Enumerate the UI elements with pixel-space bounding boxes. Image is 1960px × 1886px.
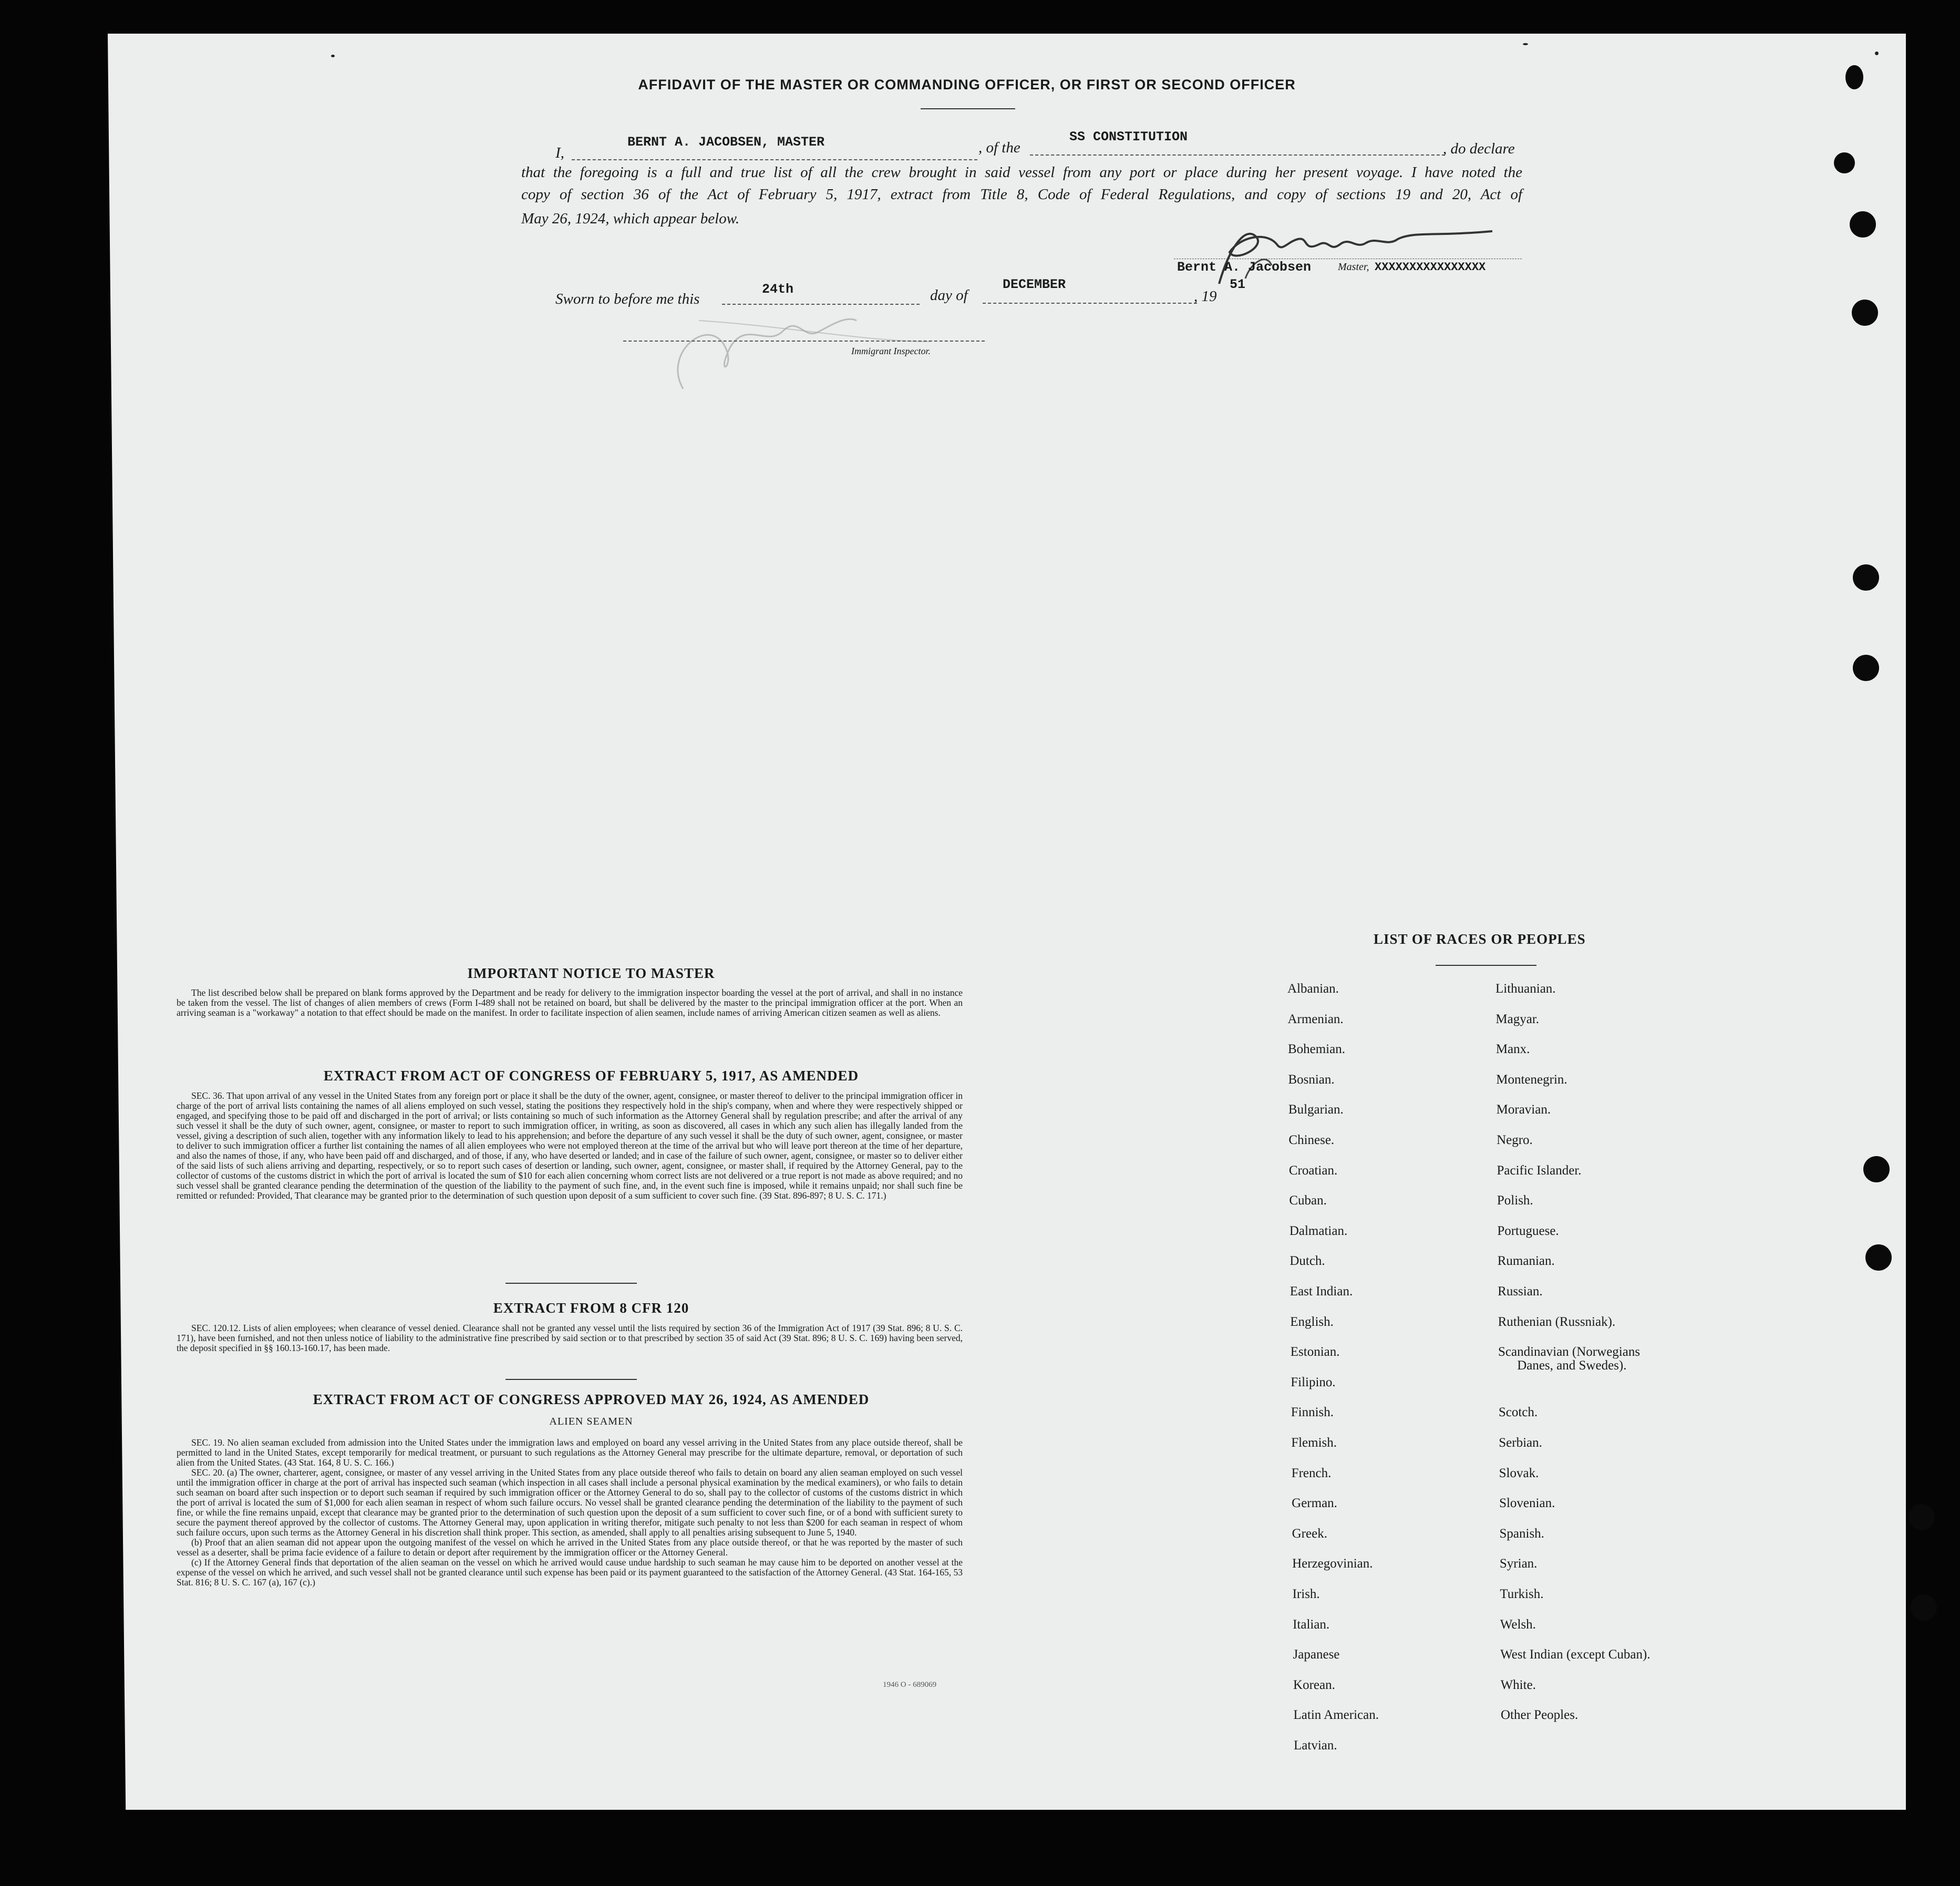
sec20b-paragraph: (b) Proof that an alien seaman did not appear upon the outgoing manifest of the vessel on which he arrived in the United States from any place outside thereof, or that he was reported by the master of such vessel as a deserter, shall be prima facie evidence of a failure to detain or deport after requirement by the immigration officer or the Attorney General.: [177, 1537, 963, 1558]
race-item: Italian.: [1293, 1617, 1330, 1632]
race-item: Turkish.: [1500, 1587, 1544, 1601]
affidavit-title: AFFIDAVIT OF THE MASTER OR COMMANDING OFFICER, OR FIRST OR SECOND OFFICER: [638, 77, 1296, 92]
affidavit-body-1: that the foregoing is a full and true list of all the crew brought in said vessel from any port or place during her present voyage. I have noted the: [521, 164, 1522, 181]
speck: [331, 55, 335, 57]
inspector-label: Immigrant Inspector.: [851, 346, 931, 356]
title-rule: [921, 108, 1015, 109]
affidavit-body-3: May 26, 1924, which appear below.: [521, 210, 740, 227]
extract-1924-title: EXTRACT FROM ACT OF CONGRESS APPROVED MAY 26, 1924, AS AMENDED: [313, 1392, 870, 1407]
race-item: Estonian.: [1290, 1345, 1340, 1359]
race-item: Spanish.: [1499, 1526, 1544, 1541]
section-rule: [506, 1379, 637, 1380]
sworn-day: 24th: [762, 282, 794, 297]
inspector-line: [623, 341, 985, 342]
do-declare-text: , do declare: [1443, 140, 1515, 157]
race-item: Croatian.: [1288, 1163, 1338, 1178]
race-item: Cuban.: [1289, 1193, 1327, 1208]
year-prefix: , 19: [1194, 288, 1217, 305]
race-item: Irish.: [1292, 1587, 1320, 1601]
race-item: Ruthenian (Russniak).: [1498, 1314, 1616, 1329]
race-item: Serbian.: [1499, 1436, 1542, 1450]
race-item: English.: [1290, 1314, 1334, 1329]
race-item: Chinese.: [1288, 1133, 1335, 1147]
of-the-text: , of the: [978, 139, 1020, 156]
punch-hole: [1834, 152, 1855, 173]
race-item: Armenian.: [1287, 1012, 1344, 1026]
race-item: Rumanian.: [1497, 1254, 1555, 1269]
extract-1917-title: EXTRACT FROM ACT OF CONGRESS OF FEBRUARY 5, 1917, AS AMENDED: [323, 1068, 859, 1084]
race-item: German.: [1292, 1496, 1337, 1511]
pronoun-i: I,: [555, 145, 564, 161]
alien-seamen-subtitle: ALIEN SEAMEN: [549, 1416, 633, 1427]
race-item: Manx.: [1495, 1042, 1530, 1057]
punch-hole: [1865, 1244, 1892, 1271]
notice-paragraph: The list described below shall be prepared on blank forms approved by the Department and be ready for delivery to the immigration inspector boarding the vessel at the port of arrival, and shall in no instance be taken from the vessel. The list of changes of alien members of crews (Form I-489 shall not be retained on board, but shall be delivered by the master to the principal immigration officer at the port. When an arriving seaman is a "workaway" a notation to that effect should be made on the manifest. In order to facilitate inspection of alien seamen, include names of arriving American citizen seamen as well as aliens.: [177, 987, 963, 1018]
section-rule: [506, 1283, 637, 1284]
punch-hole: [1853, 655, 1879, 681]
race-item: Welsh.: [1500, 1617, 1536, 1632]
race-item: Slovenian.: [1499, 1496, 1555, 1511]
race-item: Pacific Islander.: [1497, 1163, 1582, 1178]
race-item: Portuguese.: [1497, 1223, 1559, 1238]
race-item: Montenegrin.: [1496, 1072, 1567, 1087]
races-rule: [1436, 965, 1536, 966]
race-item: Dutch.: [1290, 1254, 1325, 1269]
race-item: French.: [1291, 1466, 1332, 1480]
races-title: LIST OF RACES OR PEOPLES: [1374, 931, 1586, 947]
signature-role: Master,: [1338, 261, 1369, 273]
race-item: Moravian.: [1496, 1102, 1551, 1117]
race-item: Negro.: [1497, 1133, 1533, 1147]
race-item: Danes, and Swedes).: [1517, 1358, 1627, 1373]
race-item: Polish.: [1497, 1193, 1533, 1208]
race-item: Dalmatian.: [1289, 1223, 1348, 1238]
extract-cfr-title: EXTRACT FROM 8 CFR 120: [493, 1300, 689, 1316]
punch-hole: [1852, 300, 1878, 326]
month-line: [983, 303, 1197, 304]
punch-hole: [1850, 211, 1876, 238]
sec36-paragraph: SEC. 36. That upon arrival of any vessel in the United States from any foreign port or place it shall be the duty of the owner, agent, consignee, or master thereof to deliver to the principal immigration officer in charge of the port of arrival lists containing the names of all aliens employed on such vessel, stating the positions they respectively hold in the ship's company, when and where they were respectively shipped or engaged, and specifying those to be paid off and discharged in the port of arrival; or lists containing so much of such information as the Attorney General shall by regulation prescribe; and after the arrival of any such vessel it shall be the duty of such owner, agent, consignee, or master to report to such immigration officer, in writing, as soon as discovered, all cases in which any such alien has illegally landed from the vessel, giving a description of such alien, together with any information likely to lead to his apprehension; and before the departure of any such vessel it shall be the duty of such owner, agent, consignee, or master to deliver to such immigration officer a further list containing the names of all alien employees who were not employed thereon at the time of the arrival but who will leave port thereon at the time of her departure, and also the names of those, if any, who have been paid off and discharged, and of those, if any, who have deserted or landed; and in case of the failure of such owner, agent, consignee, or master so to deliver either of the said lists of such aliens arriving and departing, respectively, or so to report such cases of desertion or landing, such owner, agent, consignee, or master shall, if required by the Attorney General, pay to the collector of customs of the customs district in which the port of arrival is located the sum of $10 for each alien concerning whom correct lists are not delivered or a true report is not made as above required; and no such vessel shall be granted clearance pending the determination of the question of the liability to the payment of such fine, and, in the event such fine is imposed, while it remains unpaid; nor shall such fine be remitted or refunded: Provided, That clearance may be granted prior to the determination of such question upon deposit of a sum sufficient to cover such fine. (39 Stat. 896-897; 8 U. S. C. 171.): [177, 1090, 963, 1201]
race-item: Bosnian.: [1288, 1072, 1335, 1087]
signature-name: Bernt A. Jacobsen: [1177, 260, 1312, 275]
sec20c-paragraph: (c) If the Attorney General finds that deportation of the alien seaman on the vessel on which he arrived would cause undue hardship to such seaman he may cause him to be deported on another vessel at the expense of the vessel on which he arrived, and such vessel shall not be granted clearance until such expense has been paid or its payment guaranteed to the satisfaction of the Attorney General. (43 Stat. 164-165, 53 Stat. 816; 8 U. S. C. 167 (a), 167 (c).): [177, 1557, 963, 1588]
race-item: Magyar.: [1495, 1012, 1540, 1026]
race-item: Korean.: [1293, 1677, 1335, 1692]
race-item: Scandinavian (Norwegians: [1498, 1345, 1641, 1359]
speck: [1875, 51, 1879, 55]
master-name: BERNT A. JACOBSEN, MASTER: [627, 135, 825, 150]
signature-struck: XXXXXXXXXXXXXXXX: [1375, 261, 1486, 274]
sworn-month: DECEMBER: [1003, 277, 1066, 292]
race-item: Scotch.: [1498, 1405, 1538, 1420]
race-item: Japanese: [1293, 1647, 1340, 1662]
race-item: Bohemian.: [1287, 1042, 1345, 1057]
race-item: Latvian.: [1294, 1738, 1337, 1753]
punch-hole: [1863, 1156, 1890, 1182]
year-suffix: 51: [1230, 277, 1246, 292]
sworn-prefix: Sworn to before me this: [555, 291, 700, 307]
notice-title: IMPORTANT NOTICE TO MASTER: [467, 965, 715, 981]
extract-1917-text: [177, 1091, 963, 1201]
inspector-signature: [646, 284, 941, 399]
sec20a-paragraph: SEC. 20. (a) The owner, charterer, agent, consignee, or master of any vessel arriving in the United States from any place outside thereof who fails to detain on board any alien seaman employed on such vessel until the immigration officer in charge at the port of arrival has inspected such seaman (which inspection in all cases shall include a personal physical examination by the medical examiners), or who fails to detain such seaman on board after such inspection or to deport such seaman if required by such immigration officer or the Attorney General to do so, shall pay to the collector of customs of the customs district in which the port of arrival is located the sum of $1,000 for each alien seaman in respect of whom such failure occurs. No vessel shall be granted clearance pending the determination of the liability to the payment of such fine, or while the fine remains unpaid, except that clearance may be granted prior to the determination of such question upon the deposit of a sum sufficient to cover such fine, or of a bond with sufficient surety to secure the payment thereof approved by the collector of customs. The Attorney General may, upon application in writing therefor, mitigate such penalty to not less than $200 for each seaman in respect of whom such failure occurs, upon such terms as the Attorney General in his discretion shall think proper. This section, as amended, shall apply to all penalties arising subsequent to June 5, 1940.: [177, 1467, 963, 1538]
speck: [1523, 43, 1528, 45]
name-line: [572, 159, 977, 160]
race-item: Albanian.: [1287, 982, 1339, 996]
sec12012-paragraph: SEC. 120.12. Lists of alien employees; when clearance of vessel denied. Clearance shall not be granted any vessel until the lists required by section 36 of the Immigration Act of 1917 (39 Stat. 896; 8 U. S. C. 171), have been furnished, and not then unless notice of liability to the administrative fine prescribed by said section or to that prescribed by section 35 of said Act (39 Stat. 896; 8 U. S. C. 169) having been served, the deposit specified in §§ 160.13-160.17, has been made.: [177, 1323, 963, 1353]
extract-cfr-text: [177, 1323, 963, 1353]
race-item: Filipino.: [1291, 1375, 1336, 1389]
notice-text: [177, 988, 963, 1018]
extract-1924-text: [177, 1438, 963, 1588]
affidavit-body-2: copy of section 36 of the Act of February 5, 1917, extract from Title 8, Code of Federal Regulations, and copy of sections 19 and 20, Act of: [521, 186, 1522, 203]
race-item: Slovak.: [1499, 1466, 1539, 1480]
race-item: Flemish.: [1291, 1436, 1337, 1450]
race-item: Herzegovinian.: [1292, 1557, 1373, 1571]
race-item: White.: [1500, 1677, 1536, 1692]
punch-hole: [1845, 65, 1863, 89]
race-item: Latin American.: [1293, 1708, 1379, 1723]
race-item: Bulgarian.: [1288, 1102, 1344, 1117]
punch-hole: [1909, 1504, 1935, 1530]
race-item: Lithuanian.: [1495, 982, 1556, 996]
race-item: Russian.: [1498, 1284, 1543, 1298]
punch-hole: [1911, 1594, 1937, 1621]
vessel-line: [1030, 154, 1445, 156]
race-item: Finnish.: [1291, 1405, 1334, 1420]
printer-code: 1946 O - 689069: [883, 1681, 937, 1689]
punch-hole: [1853, 564, 1879, 591]
race-item: Syrian.: [1499, 1557, 1538, 1571]
sec19-paragraph: SEC. 19. No alien seaman excluded from admission into the United States under the immigration laws and employed on board any vessel arriving in the United States from any place outside thereof, shall be permitted to land in the United States, except temporarily for medical treatment, or pursuant to such regulations as the Attorney General may prescribe for the ultimate departure, removal, or deportation of such alien from the United States. (43 Stat. 164, 8 U. S. C. 166.): [177, 1437, 963, 1468]
race-item: West Indian (except Cuban).: [1500, 1647, 1650, 1662]
race-item: Other Peoples.: [1501, 1708, 1579, 1723]
race-item: East Indian.: [1290, 1284, 1353, 1298]
day-of-text: day of: [930, 287, 968, 304]
vessel-name: SS CONSTITUTION: [1069, 129, 1188, 145]
race-item: Greek.: [1292, 1526, 1327, 1541]
